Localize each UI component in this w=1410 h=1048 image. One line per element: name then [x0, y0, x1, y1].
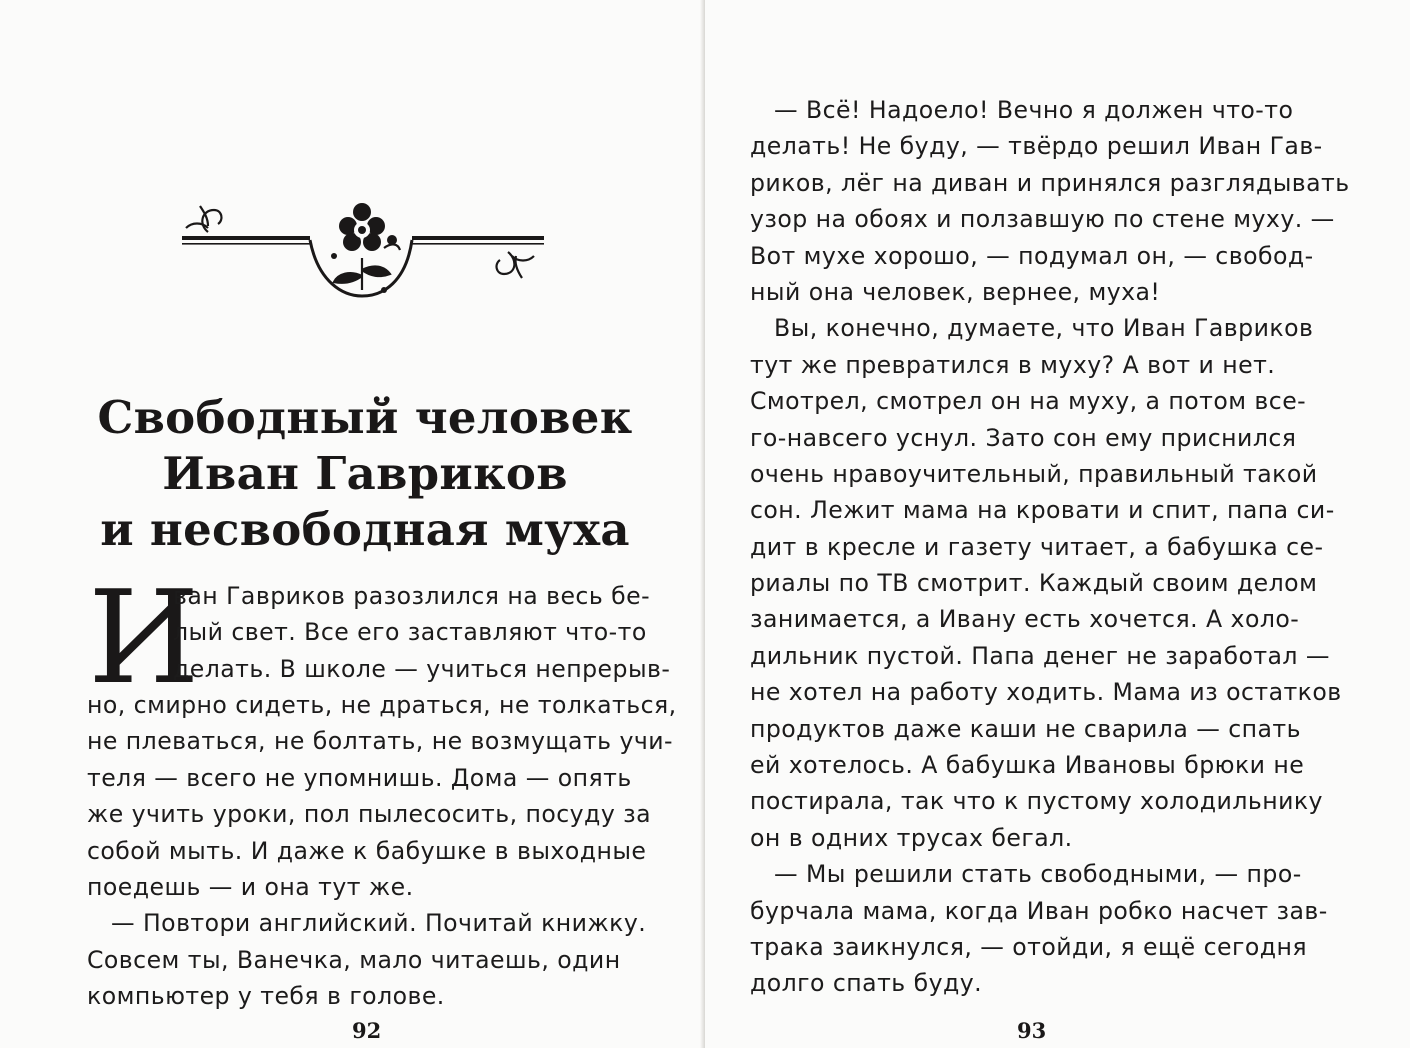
text-line: занимается, а Ивану есть хочется. А холо- [750, 605, 1300, 634]
text-line: не хотел на работу ходить. Мама из остатков [750, 678, 1342, 707]
floral-vignette-icon [178, 198, 548, 302]
text-line: тут же превратился в муху? А вот и нет. [750, 350, 1276, 379]
text-line: ный она человек, вернее, муха! [750, 277, 1161, 306]
right-body-text [750, 92, 1350, 1002]
text-line: лый свет. Все его заставляют что-то [173, 618, 647, 647]
text-line: трака заикнулся, — отойди, я ещё сегодня [750, 932, 1307, 961]
text-line: дит в кресле и газету читает, а бабушка се- [750, 532, 1324, 561]
text-line: ей хотелось. А бабушка Ивановы брюки не [750, 751, 1305, 780]
text-line: Вы, конечно, думаете, что Иван Гавриков [774, 314, 1314, 343]
text-line: очень нравоучительный, правильный такой [750, 459, 1318, 488]
text-line: компьютер у тебя в голове. [87, 982, 445, 1011]
text-line: не плеваться, не болтать, не возмущать учи- [87, 727, 674, 756]
text-line: постирала, так что к пустому холодильнику [750, 787, 1323, 816]
text-line: Смотрел, смотрел он на муху, а потом все- [750, 387, 1307, 416]
text-line: сон. Лежит мама на кровати и спит, папа си- [750, 496, 1335, 525]
title-line: и несвободная муха [100, 503, 630, 556]
text-line: он в одних трусах бегал. [750, 823, 1073, 852]
text-line: — Повтори английский. Почитай книжку. [111, 909, 647, 938]
text-line: долго спать буду. [750, 969, 983, 998]
text-line: делать. В школе — учиться непрерыв- [173, 654, 671, 683]
text-line: поедешь — и она тут же. [87, 872, 414, 901]
text-line: продуктов даже каши не сварила — спать [750, 714, 1301, 743]
text-line: Совсем ты, Ванечка, мало читаешь, один [87, 945, 621, 974]
text-line: дильник пустой. Папа денег не заработал — [750, 641, 1330, 670]
title-line: Свободный человек [97, 391, 633, 444]
text-line: делать! Не буду, — твёрдо решил Иван Гав- [750, 132, 1323, 161]
page-number: 92 [352, 1018, 382, 1043]
left-body-text [87, 687, 677, 1015]
left-page [0, 0, 703, 1048]
text-line: Вот мухе хорошо, — подумал он, — свобод- [750, 241, 1314, 270]
right-page [705, 0, 1410, 1048]
text-line: узор на обоях и ползавшую по стене муху. — [750, 205, 1335, 234]
text-line: риалы по ТВ смотрит. Каждый своим делом [750, 569, 1318, 598]
text-line: — Мы решили стать свободными, — про- [774, 860, 1302, 889]
page-number: 93 [1017, 1018, 1047, 1043]
text-line: бурчала мама, когда Иван робко насчет зав- [750, 896, 1328, 925]
text-line: го-навсего уснул. Зато сон ему приснился [750, 423, 1297, 452]
text-line: теля — всего не упомнишь. Дома — опять [87, 763, 632, 792]
drop-cap: И [88, 564, 200, 713]
chapter-title [70, 390, 660, 558]
text-line: же учить уроки, пол пылесосить, посуду за [87, 800, 652, 829]
text-line: но, смирно сидеть, не драться, не толкаться, [87, 691, 677, 719]
text-line: — Всё! Надоело! Вечно я должен что-то [774, 96, 1294, 124]
text-line: риков, лёг на диван и принялся разглядывать [750, 168, 1350, 197]
capped-paragraph [173, 578, 670, 687]
text-line: ван Гавриков разозлился на весь бе- [173, 582, 651, 610]
title-line: Иван Гавриков [162, 447, 568, 500]
text-line: собой мыть. И даже к бабушке в выходные [87, 836, 647, 865]
